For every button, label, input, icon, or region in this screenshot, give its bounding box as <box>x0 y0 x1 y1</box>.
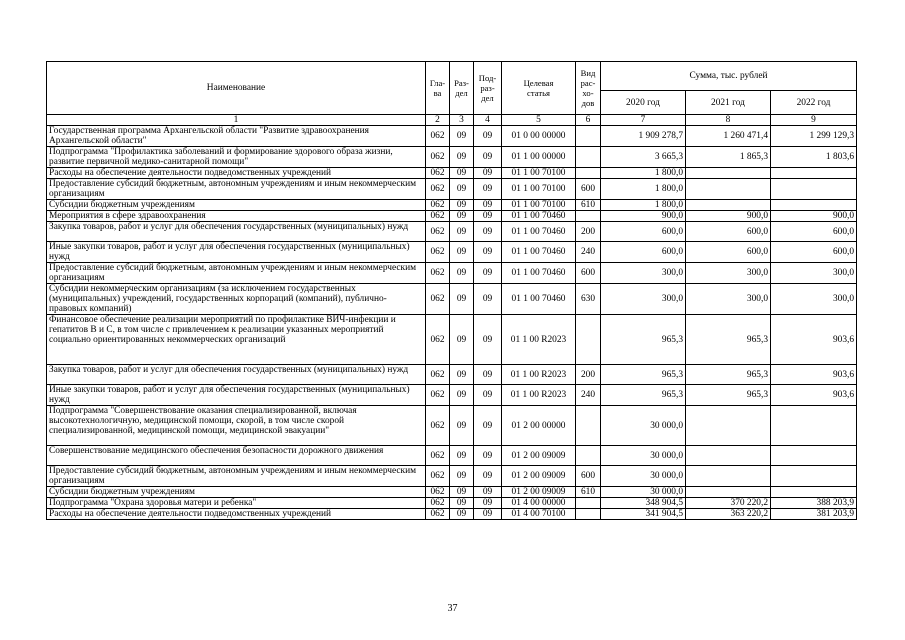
row-target: 01 0 00 00000 <box>502 126 576 147</box>
row-podrazdel: 09 <box>474 126 502 147</box>
row-razdel: 09 <box>450 179 474 200</box>
table-row <box>47 509 857 520</box>
row-target: 01 1 00 70460 <box>502 211 576 222</box>
row-name: Мероприятия в сфере здравоохранения <box>47 211 426 222</box>
row-value-2020: 3 665,3 <box>601 147 686 168</box>
row-podrazdel: 09 <box>474 284 502 315</box>
column-index-cell: 3 <box>450 115 474 126</box>
row-value-2020: 900,0 <box>601 211 686 222</box>
row-glava: 062 <box>426 385 450 406</box>
row-name: Совершенствование медицинского обеспечения безопасности дорожного движения <box>47 446 426 466</box>
row-value-2020: 1 909 278,7 <box>601 126 686 147</box>
row-value-2021 <box>686 487 771 498</box>
row-value-2022: 903,6 <box>771 365 857 385</box>
row-glava: 062 <box>426 200 450 211</box>
row-value-2021: 1 260 471,4 <box>686 126 771 147</box>
row-name: Расходы на обеспечение деятельности подведомственных учреждений <box>47 509 426 520</box>
table-row <box>47 242 857 263</box>
row-value-2022 <box>771 168 857 179</box>
row-name: Подпрограмма "Охрана здоровья матери и ребенка" <box>47 498 426 509</box>
column-index-cell: 6 <box>576 115 601 126</box>
row-podrazdel: 09 <box>474 315 502 365</box>
row-glava: 062 <box>426 365 450 385</box>
row-vid: 240 <box>576 385 601 406</box>
row-target: 01 1 00 R2023 <box>502 315 576 365</box>
row-podrazdel: 09 <box>474 263 502 284</box>
row-value-2021 <box>686 179 771 200</box>
row-glava: 062 <box>426 466 450 487</box>
row-vid: 600 <box>576 466 601 487</box>
row-podrazdel: 09 <box>474 211 502 222</box>
row-glava: 062 <box>426 168 450 179</box>
row-podrazdel: 09 <box>474 222 502 242</box>
column-index-cell: 2 <box>426 115 450 126</box>
row-value-2020: 30 000,0 <box>601 446 686 466</box>
row-name: Подпрограмма "Профилактика заболеваний и формирование здорового образа жизни, развитие первичной медико-санитарной помощи" <box>47 147 426 168</box>
row-value-2020: 30 000,0 <box>601 487 686 498</box>
row-value-2021: 600,0 <box>686 222 771 242</box>
row-podrazdel: 09 <box>474 498 502 509</box>
table-row <box>47 498 857 509</box>
row-podrazdel: 09 <box>474 446 502 466</box>
table-row <box>47 222 857 242</box>
row-glava: 062 <box>426 509 450 520</box>
table-row <box>47 365 857 385</box>
row-value-2020: 30 000,0 <box>601 466 686 487</box>
row-razdel: 09 <box>450 242 474 263</box>
table-body <box>47 115 857 520</box>
row-name: Предоставление субсидий бюджетным, автономным учреждениям и иным некоммерческим организациям <box>47 263 426 284</box>
row-glava: 062 <box>426 126 450 147</box>
row-value-2021: 965,3 <box>686 315 771 365</box>
row-glava: 062 <box>426 487 450 498</box>
row-value-2020: 600,0 <box>601 222 686 242</box>
row-value-2021 <box>686 466 771 487</box>
row-target: 01 4 00 70100 <box>502 509 576 520</box>
row-name: Закупка товаров, работ и услуг для обеспечения государственных (муниципальных) нужд <box>47 365 426 385</box>
table-row <box>47 179 857 200</box>
row-glava: 062 <box>426 179 450 200</box>
row-razdel: 09 <box>450 315 474 365</box>
row-value-2022 <box>771 446 857 466</box>
row-value-2022: 900,0 <box>771 211 857 222</box>
row-target: 01 1 00 R2023 <box>502 385 576 406</box>
row-podrazdel: 09 <box>474 385 502 406</box>
row-target: 01 2 00 00000 <box>502 406 576 446</box>
header-razdel-text: Раз- дел <box>454 78 469 98</box>
row-razdel: 09 <box>450 168 474 179</box>
row-name: Государственная программа Архангельской области "Развитие здравоохранения Архангельской области" <box>47 126 426 147</box>
row-razdel: 09 <box>450 466 474 487</box>
row-vid <box>576 446 601 466</box>
row-razdel: 09 <box>450 126 474 147</box>
header-2021: 2021 год <box>686 91 771 115</box>
row-vid: 200 <box>576 365 601 385</box>
row-target: 01 1 00 70100 <box>502 168 576 179</box>
header-2020: 2020 год <box>601 91 686 115</box>
row-glava: 062 <box>426 315 450 365</box>
row-razdel: 09 <box>450 509 474 520</box>
row-target: 01 2 00 09009 <box>502 487 576 498</box>
row-razdel: 09 <box>450 487 474 498</box>
row-podrazdel: 09 <box>474 147 502 168</box>
row-razdel: 09 <box>450 200 474 211</box>
row-glava: 062 <box>426 147 450 168</box>
row-razdel: 09 <box>450 406 474 446</box>
row-value-2020: 30 000,0 <box>601 406 686 446</box>
row-vid: 610 <box>576 487 601 498</box>
table-row <box>47 487 857 498</box>
row-value-2020: 600,0 <box>601 242 686 263</box>
row-target: 01 1 00 00000 <box>502 147 576 168</box>
row-vid: 630 <box>576 284 601 315</box>
row-value-2021: 300,0 <box>686 263 771 284</box>
row-vid: 600 <box>576 263 601 284</box>
row-value-2020: 300,0 <box>601 284 686 315</box>
row-value-2020: 341 904,5 <box>601 509 686 520</box>
row-value-2020: 1 800,0 <box>601 179 686 200</box>
row-value-2022: 600,0 <box>771 242 857 263</box>
header-podrazdel <box>474 62 502 115</box>
row-value-2021: 600,0 <box>686 242 771 263</box>
table-row <box>47 200 857 211</box>
row-podrazdel: 09 <box>474 487 502 498</box>
table-row <box>47 126 857 147</box>
row-value-2021: 965,3 <box>686 365 771 385</box>
row-value-2021 <box>686 168 771 179</box>
table-row <box>47 284 857 315</box>
row-value-2022 <box>771 487 857 498</box>
header-razdel <box>450 62 474 115</box>
row-value-2021: 900,0 <box>686 211 771 222</box>
header-target-text: Целевая статья <box>523 78 554 98</box>
row-target: 01 1 00 70460 <box>502 263 576 284</box>
header-2022: 2022 год <box>771 91 857 115</box>
column-index-cell: 1 <box>47 115 426 126</box>
row-name: Иные закупки товаров, работ и услуг для обеспечения государственных (муниципальных) нужд <box>47 242 426 263</box>
row-value-2022: 600,0 <box>771 222 857 242</box>
row-podrazdel: 09 <box>474 179 502 200</box>
header-podrazdel-text: Под- раз- дел <box>478 73 497 103</box>
table-row <box>47 147 857 168</box>
row-glava: 062 <box>426 498 450 509</box>
table-row <box>47 385 857 406</box>
row-target: 01 1 00 70100 <box>502 179 576 200</box>
column-index-cell: 7 <box>601 115 686 126</box>
row-glava: 062 <box>426 222 450 242</box>
column-index-row <box>47 115 857 126</box>
row-value-2020: 965,3 <box>601 315 686 365</box>
row-value-2022 <box>771 406 857 446</box>
row-vid <box>576 147 601 168</box>
table-row <box>47 406 857 446</box>
row-name: Предоставление субсидий бюджетным, автономным учреждениям и иным некоммерческим организациям <box>47 179 426 200</box>
row-podrazdel: 09 <box>474 168 502 179</box>
row-target: 01 4 00 00000 <box>502 498 576 509</box>
row-value-2022: 381 203,9 <box>771 509 857 520</box>
row-value-2021 <box>686 446 771 466</box>
row-glava: 062 <box>426 284 450 315</box>
row-value-2020: 1 800,0 <box>601 200 686 211</box>
row-vid <box>576 168 601 179</box>
column-index-cell: 5 <box>502 115 576 126</box>
row-vid <box>576 406 601 446</box>
row-value-2022: 1 299 129,3 <box>771 126 857 147</box>
row-value-2022: 903,6 <box>771 315 857 365</box>
row-value-2021 <box>686 200 771 211</box>
row-name: Расходы на обеспечение деятельности подведомственных учреждений <box>47 168 426 179</box>
row-value-2021: 363 220,2 <box>686 509 771 520</box>
table-row <box>47 211 857 222</box>
row-razdel: 09 <box>450 385 474 406</box>
row-vid <box>576 315 601 365</box>
table-row <box>47 263 857 284</box>
row-razdel: 09 <box>450 446 474 466</box>
header-glava-text: Гла- ва <box>429 78 446 98</box>
row-vid: 610 <box>576 200 601 211</box>
header-glava <box>426 62 450 115</box>
row-razdel: 09 <box>450 365 474 385</box>
budget-table <box>46 61 857 520</box>
row-value-2022: 388 203,9 <box>771 498 857 509</box>
row-vid <box>576 509 601 520</box>
row-name: Закупка товаров, работ и услуг для обеспечения государственных (муниципальных) нужд <box>47 222 426 242</box>
row-name: Субсидии бюджетным учреждениям <box>47 200 426 211</box>
column-index-cell: 9 <box>771 115 857 126</box>
row-podrazdel: 09 <box>474 509 502 520</box>
row-name: Субсидии бюджетным учреждениям <box>47 487 426 498</box>
row-glava: 062 <box>426 211 450 222</box>
row-value-2021: 965,3 <box>686 385 771 406</box>
row-vid <box>576 498 601 509</box>
header-name: Наименование <box>47 62 426 115</box>
row-value-2020: 300,0 <box>601 263 686 284</box>
table-row <box>47 315 857 365</box>
row-value-2021 <box>686 406 771 446</box>
row-podrazdel: 09 <box>474 200 502 211</box>
row-glava: 062 <box>426 242 450 263</box>
row-value-2022 <box>771 200 857 211</box>
row-glava: 062 <box>426 406 450 446</box>
table-row <box>47 446 857 466</box>
header-vid <box>576 62 601 115</box>
row-podrazdel: 09 <box>474 365 502 385</box>
row-value-2022: 300,0 <box>771 263 857 284</box>
row-razdel: 09 <box>450 498 474 509</box>
row-razdel: 09 <box>450 211 474 222</box>
row-glava: 062 <box>426 446 450 466</box>
row-value-2020: 965,3 <box>601 385 686 406</box>
row-value-2021: 300,0 <box>686 284 771 315</box>
row-razdel: 09 <box>450 222 474 242</box>
row-value-2022 <box>771 179 857 200</box>
page-number: 37 <box>447 603 458 614</box>
column-index-cell: 4 <box>474 115 502 126</box>
row-vid: 240 <box>576 242 601 263</box>
row-vid <box>576 126 601 147</box>
row-podrazdel: 09 <box>474 466 502 487</box>
row-name: Предоставление субсидий бюджетным, автономным учреждениям и иным некоммерческим организациям <box>47 466 426 487</box>
row-target: 01 1 00 70460 <box>502 242 576 263</box>
row-value-2020: 348 904,5 <box>601 498 686 509</box>
row-vid: 600 <box>576 179 601 200</box>
row-target: 01 1 00 70460 <box>502 284 576 315</box>
row-podrazdel: 09 <box>474 406 502 446</box>
row-target: 01 1 00 70460 <box>502 222 576 242</box>
row-value-2021: 370 220,2 <box>686 498 771 509</box>
row-vid: 200 <box>576 222 601 242</box>
row-podrazdel: 09 <box>474 242 502 263</box>
row-value-2022: 1 803,6 <box>771 147 857 168</box>
row-target: 01 2 00 09009 <box>502 446 576 466</box>
table-row <box>47 466 857 487</box>
row-name: Финансовое обеспечение реализации мероприятий по профилактике ВИЧ-инфекции и гепатитов B и C, в том числе с привлечением к реализации указанных мероприятий социально ориентированных некоммерческих организаций <box>47 315 426 365</box>
column-index-cell: 8 <box>686 115 771 126</box>
row-value-2022 <box>771 466 857 487</box>
row-value-2022: 300,0 <box>771 284 857 315</box>
row-name: Подпрограмма "Совершенствование оказания специализированной, включая высокотехнологичную, медицинской помощи, скорой, в том числе скорой специализированной, медицинской помощи, медицинской эвакуации" <box>47 406 426 446</box>
row-razdel: 09 <box>450 284 474 315</box>
row-razdel: 09 <box>450 147 474 168</box>
row-target: 01 1 00 R2023 <box>502 365 576 385</box>
row-glava: 062 <box>426 263 450 284</box>
row-name: Иные закупки товаров, работ и услуг для обеспечения государственных (муниципальных) нужд <box>47 385 426 406</box>
row-name: Субсидии некоммерческим организациям (за исключением государственных (муниципальных) учреждений, государственных корпораций (компаний), публично-правовых компаний) <box>47 284 426 315</box>
row-target: 01 1 00 70100 <box>502 200 576 211</box>
row-razdel: 09 <box>450 263 474 284</box>
row-value-2022: 903,6 <box>771 385 857 406</box>
header-vid-text: Вид рас- хо- дов <box>580 68 596 108</box>
header-sum: Сумма, тыс. рублей <box>601 62 857 91</box>
header-target <box>502 62 576 115</box>
table-row <box>47 168 857 179</box>
row-value-2020: 965,3 <box>601 365 686 385</box>
row-value-2021: 1 865,3 <box>686 147 771 168</box>
row-value-2020: 1 800,0 <box>601 168 686 179</box>
row-vid <box>576 211 601 222</box>
row-target: 01 2 00 09009 <box>502 466 576 487</box>
